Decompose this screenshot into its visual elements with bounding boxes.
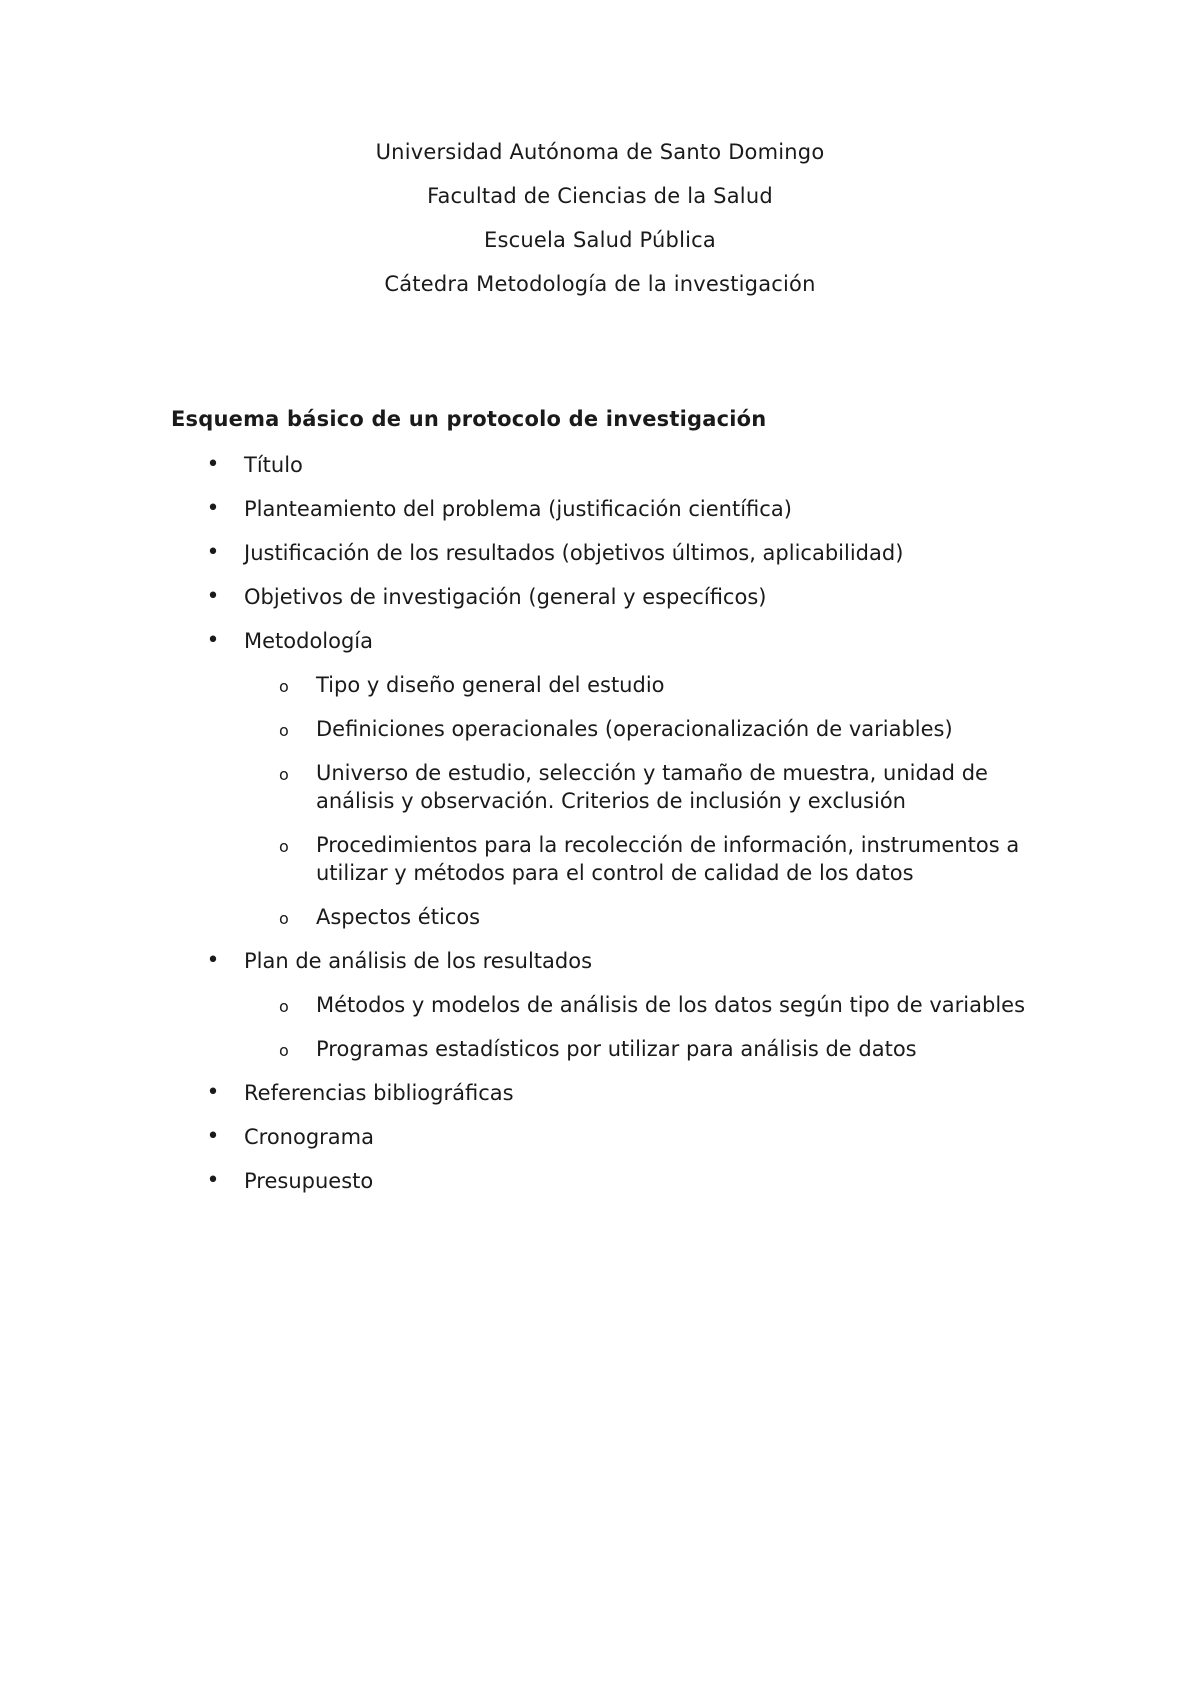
outline-item-text: Presupuesto [244,1169,374,1193]
outline-subitem [0,1035,1200,1063]
circle-bullet-icon: o [279,909,289,928]
outline-item [0,947,1200,1063]
bullet-icon: • [206,1080,220,1105]
protocol-outline [0,451,1200,1211]
outline-subitem-text: Definiciones operacionales (operacionalización de variables) [316,717,953,741]
circle-bullet-icon: o [279,1041,289,1060]
outline-item-text: Objetivos de investigación (general y específicos) [244,585,767,609]
outline-item-text: Plan de análisis de los resultados [244,949,593,973]
outline-subitem [0,671,1200,699]
outline-item [0,1123,1200,1151]
outline-item [0,583,1200,611]
outline-subitem [0,759,1200,815]
bullet-icon: • [206,1168,220,1193]
outline-item-row [0,451,1024,479]
outline-item-row [0,539,1024,567]
outline-subitem [0,991,1200,1019]
outline-item-row [0,495,1024,523]
outline-subitem [0,831,1200,887]
outline-item-row [0,1079,1024,1107]
header-chair: Cátedra Metodología de la investigación [384,272,816,296]
outline-item-text: Referencias bibliográficas [244,1081,514,1105]
section-title: Esquema básico de un protocolo de investigación [171,407,767,431]
circle-bullet-icon: o [279,721,289,740]
outline-item [0,627,1200,931]
outline-subitem [0,715,1200,743]
outline-sublist [0,991,1200,1063]
bullet-icon: • [206,948,220,973]
bullet-icon: • [206,496,220,521]
outline-subitem-text: Aspectos éticos [316,905,481,929]
outline-item-row [0,1167,1024,1195]
outline-item-row [0,947,1024,975]
header-university: Universidad Autónoma de Santo Domingo [375,140,825,164]
bullet-icon: • [206,452,220,477]
institution-header [0,141,1200,317]
outline-item-row [0,1123,1024,1151]
header-school: Escuela Salud Pública [484,228,716,252]
outline-item-text: Metodología [244,629,374,653]
bullet-icon: • [206,628,220,653]
outline-subitem-text: Universo de estudio, selección y tamaño de muestra, unidad de análisis y observación. Criterios de inclusión y exclusión [316,761,988,813]
outline-subitem [0,903,1200,931]
circle-bullet-icon: o [279,997,289,1016]
bullet-icon: • [206,584,220,609]
outline-subitem-text: Programas estadísticos por utilizar para análisis de datos [316,1037,917,1061]
outline-item-text: Justificación de los resultados (objetivos últimos, aplicabilidad) [244,541,904,565]
outline-item-text: Título [244,453,303,477]
bullet-icon: • [206,1124,220,1149]
outline-subitem-text: Procedimientos para la recolección de información, instrumentos a utilizar y métodos para el control de calidad de los datos [316,833,1020,885]
bullet-icon: • [206,540,220,565]
outline-item [0,451,1200,479]
outline-item [0,1079,1200,1107]
outline-sublist [0,671,1200,931]
outline-item-row [0,583,1024,611]
circle-bullet-icon: o [279,677,289,696]
outline-item [0,539,1200,567]
circle-bullet-icon: o [279,837,289,856]
outline-item-text: Planteamiento del problema (justificación científica) [244,497,792,521]
outline-item [0,1167,1200,1195]
outline-subitem-text: Tipo y diseño general del estudio [316,673,665,697]
outline-subitem-text: Métodos y modelos de análisis de los datos según tipo de variables [316,993,1026,1017]
circle-bullet-icon: o [279,765,289,784]
outline-item-row [0,627,1024,655]
outline-item-text: Cronograma [244,1125,374,1149]
header-faculty: Facultad de Ciencias de la Salud [427,184,773,208]
outline-item [0,495,1200,523]
